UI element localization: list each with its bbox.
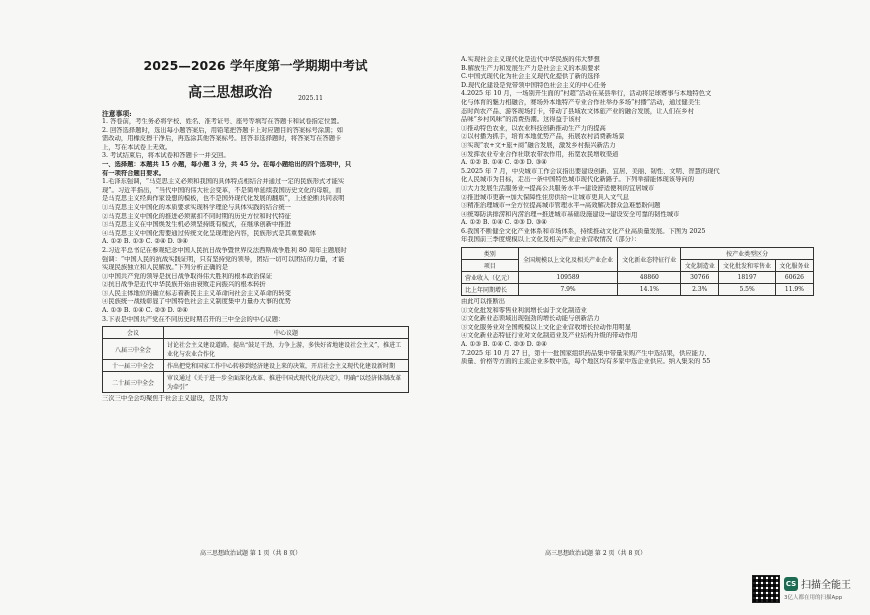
table-header: 按产业类型区分 [681,248,814,260]
question-3-tail: 三次三中全会均聚焦于社会主义建设，是因为 [102,395,228,403]
exam-title: 2025—2026 学年度第一学期期中考试 [143,58,368,73]
table-header: 中心议题 [164,327,409,339]
question-2-option: ④民族统一战线彰显了中国特色社会主义制度集中力量办大事的优势 [102,298,291,306]
page-footer: 高三思想政治试题 第 1 页（共 8 页） [200,550,302,557]
note-line: 需改动，用橡皮擦干净后，再选涂其他答案标号。回答非选择题时，将答案写在答题卡 [102,135,342,143]
question-3-option: A.实现社会主义现代化是近代中华民族的伟大梦想 [461,56,600,63]
question-3-option: B.解放生产力和发展生产力是社会主义的本质要求 [461,64,600,72]
table-row [103,372,409,393]
camscanner-logo-icon: CS [784,577,798,591]
question-2-option: ①中国共产党的领导是抗日战争取得伟大胜利的根本政治保证 [102,272,273,280]
table-row [103,360,409,372]
question-6-choices: A. ①③ B. ①④ C. ②③ D. ②④ [461,341,547,349]
brand-name: 扫描全能王 [801,580,851,591]
table-cell: 二十届三中全会 [103,372,164,393]
question-5-option: ④统筹防洪排涝和内涝治理→推进城市基础设施建设→建设安全可靠的韧性城市 [461,210,680,218]
exam-date: 2025.11 [298,95,323,102]
question-3-option: D.现代化建设是党带领中国特色社会主义的中心任务 [461,81,607,89]
table-cell: 十一届三中全会 [103,360,164,372]
question-5-stem: 化人民城市为目标，走出一条中国特色城市现代化新路子。下列举措能体现该导向的 [461,176,694,184]
question-3-option: C.中国式现代化为社会主义现代化提供了新的选择 [461,73,600,81]
question-1-option: ③马克思主义在中国焕发生机必须坚持既有模式，在继承创新中推进 [102,221,291,229]
table-cell: 八届三中全会 [103,339,164,360]
table-cell: 11.9% [775,284,813,296]
question-2-option: ③人民主体地位的确立标志着新民主主义革命向社会主义革命的转变 [102,289,291,297]
question-4-stem: 品味“乡村风味”的消费热潮。这得益于该村 [461,116,581,124]
note-line: 2. 回答选择题时，选出每小题答案后，用铅笔把答题卡上对应题目的答案标号涂黑；如 [102,126,343,134]
section-heading-cont: 有一项符合题目要求。 [102,169,165,177]
table-header: 类别 [462,248,519,260]
question-2-stem: 2.习近平总书记在参观纪念中国人民抗日战争暨世界反法西斯战争胜利 80 周年主题展时 [102,246,347,254]
question-1-choices: A. ①② B. ①③ C. ②④ D. ③④ [102,238,188,246]
table-header: 文化新业态特征行业 [618,248,681,272]
table-cell: 48860 [618,272,681,284]
question-6-stem: 6.我国不断健全文化产业体系和市场体系，持续推动文化产业高质量发展。下图为 2025 [461,227,706,235]
question-1-stem: 1.毛泽东强调，“马克思主义必须和我国的具体特点相结合并通过一定的民族形式才能实 [102,178,345,186]
table-header-row [103,327,409,339]
table-header: 文化制造业 [681,260,719,272]
question-5-option: ①大力发展生活服务业→提高公共服务水平→建设舒适便利的宜居城市 [461,184,655,192]
note-line: 1. 答卷前，考生务必将学校、姓名、准考证号、座号等填写在答题卡和试卷指定位置。 [102,118,343,125]
meetings-table [102,326,409,393]
question-1-option: ④马克思主义中国化需要通过传统文化呈现理论内容，民族形式是其重要载体 [102,229,317,237]
question-4-stem: 态时尚农产品、游客现场打卡，带动了县域农文体旅产业的融合发展，让人们在乡村 [461,107,694,115]
question-6-stem: 年我国前三季度规模以上文化及相关产业企业营收情况（部分）： [461,236,641,244]
table-header: 文化服务业 [775,260,813,272]
question-4-option: ②以村播为抓手，培育本地优势产品，拓展农村消费新场景 [461,133,625,141]
table-header: 会议 [103,327,164,339]
question-6-option: ①文化批发和零售业利润增长弱于文化制造业 [461,306,587,314]
table-cell: 109589 [518,272,618,284]
question-2-stem: 实现民族独立和人民解放。”下列分析正确的是 [102,264,229,272]
subject-title: 高三思想政治 [188,85,273,101]
qr-code-icon [752,575,780,603]
table-cell: 7.9% [518,284,618,296]
question-6-option: ④文化新业态特征行业对文化制造业及产业结构升级的带动作用 [461,332,638,340]
question-5-option: ③精准治理城市→全方位提高城市管理水平→高效解决群众急难愁盼问题 [461,202,661,210]
question-5-choices: A. ①② B. ①④ C. ②③ D. ③④ [461,219,547,227]
table-cell: 60626 [775,272,813,284]
question-1-stem: 现”。习近平指出，“当代中国的伟大社会变革，不是简单延续我国历史文化的母版，而 [102,186,342,194]
table-header-row [462,248,814,260]
question-4-stem: 化与体育的魅力相融合，赛场外本地特产专业合作社举办多场“村播”活动，通过健美生 [461,98,701,106]
question-4-option: ④发挥农业专业合作社联农带农作用，拓宽农民增收渠道 [461,150,619,158]
question-1-option: ①马克思主义中国化的本质要求实现科学理论与具体实践的结合统一 [102,203,291,211]
question-2-choices: A. ①③ B. ①④ C. ②③ D. ②④ [102,307,188,315]
table-cell: 30766 [681,272,719,284]
question-1-option: ②马克思主义中国化的推进必须紧扣不同时期的历史方位和时代特征 [102,212,291,220]
question-5-stem: 5.2025 年 7 月，中央城市工作会议指出要建设创新、宜居、美丽、韧性、文明、智慧的现代 [461,167,720,175]
question-7-stem: 7.2025 年 10 月 27 日，第十一批国家组织药品集中带量采购产生中选结果，供应能力、 [461,349,711,357]
notes-heading: 注意事项: [102,110,132,118]
question-2-option: ②抗日战争是近代中华民族开始由衰败走向振兴的根本转折 [102,281,266,289]
brand-tagline: 3亿人都在用的扫描App [784,595,843,601]
culture-industry-table [461,247,814,296]
table-row [462,284,814,296]
question-7-stem: 质量、价格等方面的主流企业多数中选，每个地区均有多家中选企业供应。纳入集采的 55 [461,358,711,366]
table-header: 全国规模以上文化及相关产业企业 [518,248,618,272]
note-line: 3. 考试结束后，将本试卷和答题卡一并交回。 [102,152,230,160]
table-cell: 比上年同期增长 [462,284,519,296]
table-cell: 2.3% [681,284,719,296]
section-heading: 一、选择题：本题共 15 小题，每小题 3 分，共 45 分。在每小题给出的四个选项中，只 [102,160,352,168]
question-4-option: ③实现“农+文+旅+商”融合发展，激发乡村振兴新活力 [461,141,616,149]
table-cell: 5.5% [719,284,776,296]
question-3-stem: 3.下表是中国共产党在不同历史时期召开的三中全会的中心议题： [102,315,285,323]
page-footer: 高三思想政治试题 第 2 页（共 8 页） [545,550,647,557]
question-5-option: ②推进城市更新→加大保障性住房供给→让城市更具人文气息 [461,193,629,201]
table-cell: 14.1% [618,284,681,296]
subject-row [102,82,409,102]
table-cell: 营业收入（亿元） [462,272,519,284]
question-6-tail: 由此可以推断出 [461,298,506,306]
note-line: 上，写在本试卷上无效。 [102,143,172,151]
scanner-brand [784,576,851,591]
question-1-stem: 是马克思主义经典作家设想的模板，也不是国外现代化发展的翻版”，上述论断共同表明 [102,195,345,203]
table-header: 项目 [462,260,519,272]
table-cell: 讨论社会主义建设道路，提出“鼓足干劲，力争上游，多快好省地建设社会主义”，推进工业化与农业合作化 [164,339,409,360]
question-6-option: ③文化服务业对全国规模以上文化企业营收增长拉动作用明显 [461,323,632,331]
question-2-stem: 强调：“中国人民的抗战实践证明，只有坚持党的领导，团结一切可以团结的力量，才能 [102,255,345,263]
table-header: 文化批发和零售业 [719,260,776,272]
question-6-option: ②文化新业态领域出现强劲的增长动能与创新活力 [461,315,600,323]
question-4-choices: A. ①② B. ①④ C. ②③ D. ③④ [461,159,547,167]
right-page [435,0,870,615]
question-4-stem: 4.2025 年 10 月，一场别开生面的“村超”活动在某县举行，活动将足球赛事与本地特色文 [461,90,712,98]
table-cell: 18197 [719,272,776,284]
table-cell: 作出把党和国家工作中心转移到经济建设上来的决策，开启社会主义现代化建设新时期 [164,360,409,372]
table-cell: 审议通过《关于进一步全面深化改革、推进中国式现代化的决定》，明确“以经济体制改革为牵引” [164,372,409,393]
table-row [103,339,409,360]
table-row [462,272,814,284]
question-4-option: ①推动特色农业，以农业科技创新推动生产力的提高 [461,124,606,132]
